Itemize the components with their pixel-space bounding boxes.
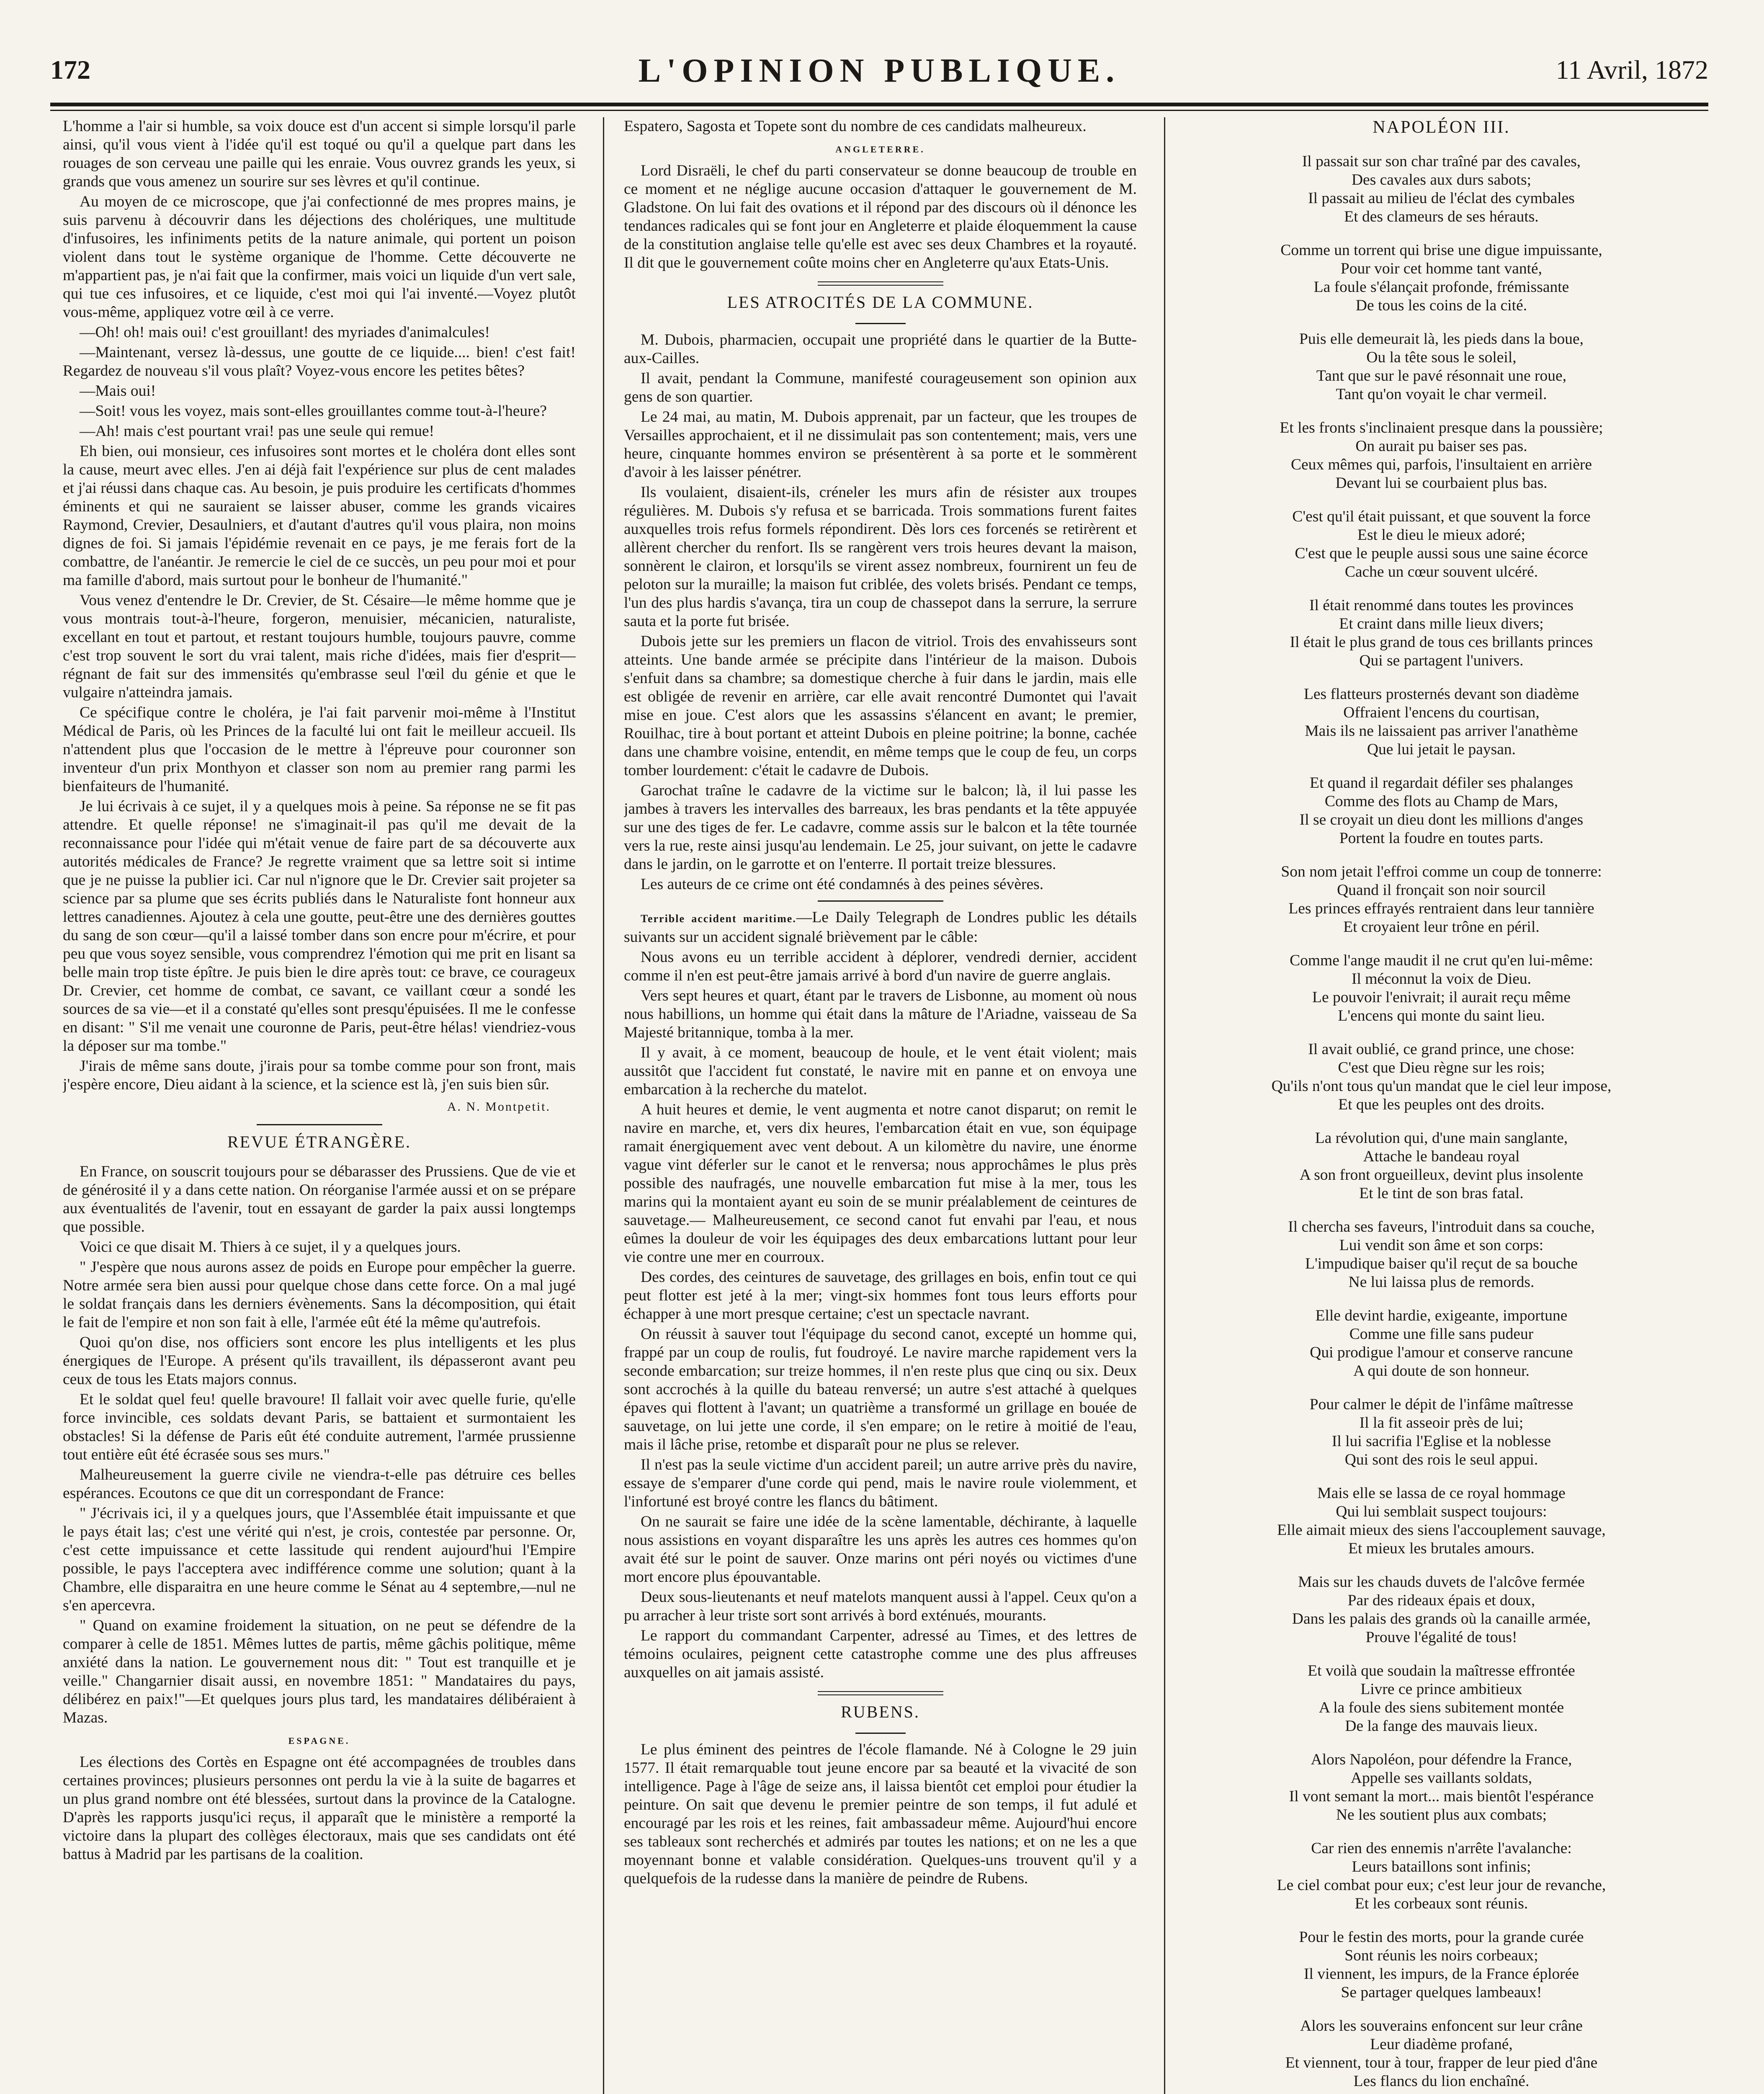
poem-line: Comme des flots au Champ de Mars,	[1324, 793, 1558, 810]
subheading-espagne: ESPAGNE.	[288, 1736, 350, 1746]
masthead-rule-thin	[50, 110, 1708, 111]
section-rule	[818, 1691, 943, 1695]
article-paragraph: On réussit à sauver tout l'équipage du second canot, excepté un homme qui, frappé par un coup de roulis, fut foudroyé. Le navire marche rapidement vers la seconde embarcation; sur treize hommes, il n'en reste plus que cinq ou six. Deux sont accrochés à la quille du bateau renversé; un autre s'est attaché à quelques épaves qui flottent à l'avant; un quatrième a transformé un grillage en bouée de sauvetage, on lui jette une corde, il s'en empare; on le retire à moitié de l'eau, mais il lâche prise, retombe et disparaît pour ne plus se relever.	[624, 1326, 1137, 1453]
poem-line: Offraient l'encens du courtisan,	[1343, 704, 1540, 721]
article-paragraph: On ne saurait se faire une idée de la scène lamentable, déchirante, à laquelle nous assistions en voyant disparaître les uns après les autres ces hommes qu'on avait été sur le point de sauver. Onze marins ont péri noyés ou victimes d'une mort encore plus épouvantable.	[624, 1513, 1137, 1586]
poem-line: Il vont semant la mort... mais bientôt l'espérance	[1289, 1788, 1594, 1805]
poem-stanza	[1185, 2017, 1698, 2091]
section-rule	[855, 323, 906, 324]
poem-line: Les princes effrayés rentraient dans leur tannière	[1288, 900, 1594, 917]
poem-stanza	[1185, 685, 1698, 759]
article-paragraph: Lord Disraëli, le chef du parti conservateur se donne beaucoup de trouble en ce moment et ne néglige aucune occasion d'attaquer le gouvernement de M. Gladstone. On lui fait des ovations et il répond par des discours où il dénonce les tendances radicales qui se font jour en Angleterre et plaide éloquemment la cause de la constitution anglaise telle qu'elle est avec ses deux Chambres et la royauté. Il dit que le gouvernement coûte moins cher en Angleterre qu'aux Etats-Unis.	[624, 162, 1137, 271]
poem-stanza	[1185, 152, 1698, 226]
poem-line: Des cavales aux durs sabots;	[1351, 171, 1532, 188]
poem-line: Il la fit asseoir près de lui;	[1359, 1414, 1524, 1431]
poem-line: Il lui sacrifia l'Eglise et la noblesse	[1331, 1433, 1551, 1450]
poem-line: Les flancs du lion enchaîné.	[1353, 2073, 1530, 2090]
poem-line: Attache le bandeau royal	[1363, 1148, 1520, 1165]
article-paragraph: —Maintenant, versez là-dessus, une goutte de ce liquide.... bien! c'est fait! Regardez de nouveau s'il vous plaît? Voyez-vous encore les petites bêtes?	[63, 344, 576, 379]
poem-stanza	[1185, 330, 1698, 404]
poem-line: Ne les soutient plus aux combats;	[1336, 1806, 1547, 1823]
poem-stanza	[1185, 419, 1698, 493]
article-paragraph: Ce spécifique contre le choléra, je l'ai fait parvenir moi-même à l'Institut Médical de Paris, où les Princes de la faculté lui ont fait le meilleur accueil. Ils n'attendent plus que l'occasion de le mettre à l'épreuve pour couronner son inventeur d'un prix Monthyon et classer son nom au premier rang parmi les bienfaiteurs de l'humanité.	[63, 704, 576, 795]
poem-line: Alors Napoléon, pour défendre la France,	[1311, 1751, 1572, 1768]
poem-line: Quand il fronçait son noir sourcil	[1337, 882, 1546, 899]
poem-line: Il se croyait un dieu dont les millions d'anges	[1299, 811, 1584, 828]
poem-line: De la fange des mauvais lieux.	[1345, 1717, 1538, 1735]
accident-article	[624, 908, 1137, 1682]
article-paragraph: Le plus éminent des peintres de l'école flamande. Né à Cologne le 29 juin 1577. Il était remarquable tout jeune encore par sa beauté et la vivacité de son intelligence. Page à l'âge de seize ans, il laissa bientôt cet emploi pour étudier la peinture. On sait que devenu le premier peintre de son temps, il fut adulé et encouragé par les rois et les reines, fait ambassadeur même. Aujourd'hui encore ses tableaux sont recherchés et admirés par toutes les nations; et on ne les a que moyennant bonne et valable considération. Quelques-uns trouvent qu'il y a quelquefois de la rudesse dans la manière de peindre de Rubens.	[624, 1741, 1137, 1887]
poem-stanza	[1185, 1484, 1698, 1558]
poem-line: Mais sur les chauds duvets de l'alcôve fermée	[1298, 1573, 1585, 1591]
article-paragraph: M. Dubois, pharmacien, occupait une propriété dans le quartier de la Butte-aux-Cailles.	[624, 331, 1137, 367]
article-text: —Le Daily Telegraph de Londres public les détails suivants sur un accident signalé brièvement par le câble:	[624, 909, 1137, 946]
poem-line: Il méconnut la voix de Dieu.	[1351, 970, 1532, 988]
column-3	[1185, 117, 1698, 2094]
poem-line: Et craint dans mille lieux divers;	[1339, 615, 1544, 632]
poem-line: Il chercha ses faveurs, l'introduit dans sa couche,	[1288, 1218, 1595, 1235]
section-heading-revue: REVUE ÉTRANGÈRE.	[227, 1132, 412, 1151]
article-paragraph: —Oh! oh! mais oui! c'est grouillant! des myriades d'animalcules!	[80, 324, 490, 341]
poem-line: Le pouvoir l'enivrait; il aurait reçu même	[1312, 989, 1571, 1006]
article-paragraph: Ils voulaient, disaient-ils, créneler les murs afin de résister aux troupes régulières. M. Dubois s'y refusa et se barricada. Trois sommations furent faites auxquelles trois refus formels répondirent. Dès lors ces forcenés se retirèrent et allèrent chercher du renfort. Ils se rangèrent vers trois heures devant la maison, sonnèrent le clairon, et lorsqu'ils se virent assez nombreux, fournirent un feu de peloton sur la muraille; la maison fut criblée, des volets brisés. Pendant ce temps, l'un des plus hardis s'avança, tira un coup de chassepot dans la serrure, la serrure sauta et la porte fut brisée.	[624, 484, 1137, 630]
article-paragraph: Il y avait, à ce moment, beaucoup de houle, et le vent était violent; mais aussitôt que l'accident fut constaté, le navire mit en panne et on envoya une embarcation à la recherche du matelot.	[624, 1044, 1137, 1098]
poem-line: Ou la tête sous le soleil,	[1366, 349, 1517, 366]
poem-line: L'impudique baiser qu'il reçut de sa bouche	[1305, 1255, 1578, 1272]
article-paragraph: Vous venez d'entendre le Dr. Crevier, de St. Césaire—le même homme que je vous montrais tout-à-l'heure, forgeron, menuisier, mécanicien, naturaliste, excellant en tout et partout, et restant toujours humble, toujours pauvre, comme c'est trop souvent le sort du vrai talent, mais riche d'idées, mais fier d'esprit—régnant de fait sur des immensités qu'embrasse seul l'œil du génie et que le vulgaire n'atteindra jamais.	[63, 592, 576, 701]
poem-stanza	[1185, 1395, 1698, 1469]
column-1	[63, 117, 576, 2094]
poem-body	[1185, 152, 1698, 2091]
article-paragraph: " J'écrivais ici, il y a quelques jours, que l'Assemblée était impuissante et que le pays était las; c'est une vérité qui n'est, je crois, contestée par personne. Or, c'est cette impuissance et cette lassitude qui rendent aujourd'hui l'Empire possible, le pays l'acceptera avec indifférence comme une solution; quant à la Chambre, elle disparaitra en une heure comme le Sénat au 4 septembre,—nul ne s'en apercevra.	[63, 1505, 576, 1614]
poem-line: Alors les souverains enfoncent sur leur crâne	[1300, 2017, 1583, 2035]
poem-stanza	[1185, 863, 1698, 936]
poem-line: Qui se partagent l'univers.	[1359, 652, 1524, 669]
poem-stanza	[1185, 1307, 1698, 1380]
subheading-angleterre: ANGLETERRE.	[835, 144, 925, 155]
poem-line: Elle aimait mieux des siens l'accouplement sauvage,	[1277, 1522, 1606, 1539]
poem-line: Est le dieu le mieux adoré;	[1357, 526, 1525, 544]
poem-line: Et le tint de son bras fatal.	[1359, 1185, 1524, 1202]
poem-line: A la foule des siens subitement montée	[1318, 1699, 1564, 1716]
article-paragraph: —Ah! mais c'est pourtant vrai! pas une seule qui remue!	[80, 423, 435, 440]
poem-line: Qui lui semblait suspect toujours:	[1336, 1503, 1547, 1520]
poem-line: Elle devint hardie, exigeante, importune	[1315, 1307, 1568, 1324]
poem-line: Leur diadème profané,	[1370, 2036, 1513, 2053]
poem-line: Mais elle se lassa de ce royal hommage	[1317, 1485, 1566, 1502]
poem-line: Il avait oublié, ce grand prince, une chose:	[1308, 1041, 1575, 1058]
poem-line: Pour voir cet homme tant vanté,	[1340, 260, 1543, 277]
article-paragraph: Dubois jette sur les premiers un flacon de vitriol. Trois des envahisseurs sont atteints. Une bande armée se précipite dans l'intérieur de la maison. Dubois s'enfuit dans sa chambre; sa domestique cherche à fuir dans le jardin, mais elle est obligée de revenir en arrière, car elle avait rencontré Dumontet qui l'avait mise en joue. C'est alors que les assassins s'élancent en avant; le premier, Rouilhac, tire à bout portant et atteint Dubois en pleine poitrine; la bonne, cachée dans une chambre voisine, entendit, en même temps que le coup de feu, un corps tomber lourdement: c'était le cadavre de Dubois.	[624, 633, 1137, 779]
poem-line: Leurs bataillons sont infinis;	[1352, 1858, 1531, 1875]
poem-stanza	[1185, 1928, 1698, 2002]
poem-stanza	[1185, 952, 1698, 1025]
newspaper-title: L'OPINION PUBLIQUE.	[638, 52, 1120, 89]
poem-line: Il était renommé dans toutes les provinces	[1309, 597, 1574, 614]
poem-line: De tous les coins de la cité.	[1355, 297, 1527, 314]
poem-line: Appelle ses vaillants soldats,	[1350, 1769, 1532, 1787]
section-rule	[818, 281, 943, 286]
crevier-article	[63, 117, 576, 1114]
article-paragraph: Il n'est pas la seule victime d'un accident pareil; un autre arrive près du navire, essaye de s'emparer d'une corde qui pend, mais le navire roule violemment, et l'infortuné est broyé contre les flancs du bâtiment.	[624, 1456, 1137, 1510]
poem-line: Comme un torrent qui brise une digue impuissante,	[1280, 242, 1602, 259]
poem-line: Lui vendit son âme et son corps:	[1339, 1237, 1544, 1254]
poem-line: On aurait pu baiser ses pas.	[1355, 438, 1527, 455]
article-paragraph: —Soit! vous les voyez, mais sont-elles grouillantes comme tout-à-l'heure?	[80, 402, 547, 420]
poem-line: Et quand il regardait défiler ses phalanges	[1310, 774, 1573, 792]
poem-line: Sont réunis les noirs corbeaux;	[1344, 1947, 1538, 1964]
poem-stanza	[1185, 1129, 1698, 1203]
poem-line: A qui doute de son honneur.	[1353, 1362, 1530, 1380]
column-2	[624, 117, 1137, 2094]
article-paragraph: A huit heures et demie, le vent augmenta et notre canot disparut; on remit le navire en marche, et, vers dix heures, l'embarcation était en vue, son équipage ramait énergiquement avec vent debout. A un kilomètre du navire, une énorme vague vint déferler sur le canot et le renversa; nous approchâmes le plus près possible des naufragés, une nouvelle embarcation fut mise à la mer, tous les marins qui la montaient ayant eu soin de se munir préalablement de ceintures de sauvetage.— Malheureusement, ce second canot fut envahi par l'eau, et nous eûmes la douleur de voir les équipages des deux embarcations luttant pour leur vie contre une mer en courroux.	[624, 1101, 1137, 1266]
article-paragraph: " Quand on examine froidement la situation, on ne peut se défendre de la comparer à celle de 1851. Mêmes luttes de partis, même gâchis politique, même anxiété dans la nation. Le gouvernement nous dit: " Tout est tranquille et je veille." Changarnier disait aussi, en novembre 1851: " Mandataires du pays, délibérez en paix!"—Et quelques jours plus tard, les mandataires délibéraient à Mazas.	[63, 1617, 576, 1726]
poem-line: Et croyaient leur trône en péril.	[1343, 918, 1540, 936]
article-paragraph: Malheureusement la guerre civile ne viendra-t-elle pas détruire ces belles espérances. Ecoutons ce que dit un correspondant de France:	[63, 1466, 576, 1502]
article-paragraph: J'irais de même sans doute, j'irais pour sa tombe comme pour son front, mais j'espère encore, Dieu aidant à la science, et la science est là, j'en suis bien sûr.	[63, 1057, 576, 1093]
article-paragraph: Vers sept heures et quart, étant par le travers de Lisbonne, au moment où nous nous habillions, un homme qui était dans la mâture de l'Ariadne, vaisseau de Sa Majesté britannique, tomba à la mer.	[624, 987, 1137, 1041]
masthead	[50, 54, 1708, 101]
poem-line: Cache un cœur souvent ulcéré.	[1344, 563, 1538, 580]
poem-line: Et mieux les brutales amours.	[1348, 1540, 1535, 1557]
article-paragraph: —Mais oui!	[80, 382, 156, 400]
poem-line: C'est que Dieu règne sur les rois;	[1338, 1059, 1545, 1076]
poem-line: Dans les palais des grands où la canaille armée,	[1292, 1610, 1591, 1627]
poem-stanza	[1185, 1662, 1698, 1736]
article-paragraph: Je lui écrivais à ce sujet, il y a quelques mois à peine. Sa réponse ne se fit pas attendre. Et quelle réponse! ne s'imaginait-il pas qu'il me devait de la reconnaissance pour l'idée qui m'était venue de faire part de sa découverte aux autorités médicales de France? Je regrette vraiment que sa lettre soit si intime que je ne puisse la publier ici. Car nul n'ignore que le Dr. Crevier sait projeter sa science par sa plume que ses écrits publiés dans le Naturaliste font honneur aux lettres canadiennes. Ajoutez à cela une goutte, peut-être une des dernières gouttes du sang de son cœur—qu'il a laissé tomber dans son encre pour m'écrire, et pour peu que vous soyez sensible, vous comprendrez l'émotion qui me prit en lisant sa belle main trop tiste épître. Je puis bien le dire après tout: ce brave, ce courageux Dr. Crevier, cet homme de combat, ce savant, ce vaillant cœur a sondé les sources de sa vie—et il a constaté qu'elles sont presqu'épuisées. Il me le confesse en disant: " S'il me venait une couronne de Paris, peut-être hélas! viendriez-vous la déposer sur ma tombe."	[63, 798, 576, 1055]
article-paragraph: " J'espère que nous aurons assez de poids en Europe pour empêcher la guerre. Notre armée sera bien aussi pour quelque chose dans cette force. On a mal jugé le soldat français dans les derniers évènements. Sans la décomposition, qui était le fait de l'empire et non son fait à elle, l'armée eût été la même qu'autrefois.	[63, 1258, 576, 1331]
article-paragraph: Eh bien, oui monsieur, ces infusoires sont mortes et le choléra dont elles sont la cause, meurt avec elles. J'en ai déjà fait l'expérience sur plus de cent malades et j'ai réussi dans chaque cas. Au besoin, je puis produire les certificats d'hommes éminents et qui ne sauraient se laisser abuser, comme les grands vicaires Raymond, Crevier, Desaulniers, et d'autant d'autres qu'il vous plaira, non moins dignes de foi. Si jamais l'épidémie revenait en ce pays, je me ferais fort de la combattre, de l'anéantir. Je remercie le ciel de ce succès, un peu pour moi et pour ma famille d'abord, mais surtout pour le bonheur de l'humanité."	[63, 443, 576, 589]
article-paragraph: Espatero, Sagosta et Topete sont du nombre de ces candidats malheureux.	[624, 118, 1087, 135]
poem-line: Et que les peuples ont des droits.	[1338, 1096, 1545, 1113]
poem-stanza	[1185, 508, 1698, 581]
poem-line: La révolution qui, d'une main sanglante,	[1315, 1130, 1568, 1147]
article-paragraph	[624, 908, 1137, 946]
section-rule	[855, 1733, 906, 1734]
section-rule	[257, 1124, 382, 1125]
article-paragraph: Nous avons eu un terrible accident à déplorer, vendredi dernier, accident comme il n'en est peut-être jamais arrivé à bord d'un navire de guerre anglais.	[624, 949, 1137, 984]
poem-line: Pour le festin des morts, pour la grande curée	[1299, 1929, 1584, 1946]
atrocites-article	[624, 331, 1137, 894]
poem-line: Il était le plus grand de tous ces brillants princes	[1290, 634, 1593, 651]
poem-line: C'est que le peuple aussi sous une saine écorce	[1295, 545, 1588, 562]
poem-line: Ne lui laissa plus de remords.	[1348, 1274, 1535, 1291]
article-paragraph: Voici ce que disait M. Thiers à ce sujet, il y a quelques jours.	[80, 1238, 461, 1256]
author-signature: A. N. Montpetit.	[447, 1100, 551, 1114]
poem-line: Et voilà que soudain la maîtresse effrontée	[1308, 1662, 1575, 1679]
poem-line: Le ciel combat pour eux; c'est leur jour de revanche,	[1277, 1877, 1606, 1894]
poem-stanza	[1185, 774, 1698, 848]
section-heading-atrocites: LES ATROCITÉS DE LA COMMUNE.	[727, 293, 1034, 312]
poem-line: Qui prodigue l'amour et conserve rancune	[1310, 1344, 1573, 1361]
poem-line: Portent la foudre en toutes parts.	[1339, 830, 1544, 847]
poem-line: A son front orgueilleux, devint plus insolente	[1299, 1166, 1584, 1184]
poem-line: Comme l'ange maudit il ne crut qu'en lui-même:	[1290, 952, 1593, 969]
poem-line: Prouve l'égalité de tous!	[1365, 1629, 1517, 1646]
poem-stanza	[1185, 1040, 1698, 1114]
masthead-rule	[50, 103, 1708, 106]
article-paragraph: Quoi qu'on dise, nos officiers sont encore les plus intelligents et les plus énergiques de l'Europe. A présent qu'ils travaillent, ils dépasseront avant peu ceux de tous les Etats majors connus.	[63, 1334, 576, 1388]
poem-line: Il passait au milieu de l'éclat des cymbales	[1308, 190, 1575, 207]
poem-line: Il passait sur son char traîné par des cavales,	[1302, 153, 1581, 170]
poem-line: Pour calmer le dépit de l'infâme maîtresse	[1309, 1396, 1573, 1413]
poem-title: NAPOLÉON III.	[1373, 118, 1510, 137]
poem-line: Et les fronts s'inclinaient presque dans la poussière;	[1280, 419, 1603, 436]
section-heading-rubens: RUBENS.	[841, 1702, 920, 1721]
article-paragraph: Les élections des Cortès en Espagne ont été accompagnées de troubles dans certaines provinces; plusieurs personnes ont perdu la vie à la suite de bagarres et un plus grand nombre ont été blessées, surtout dans la province de la Catalogne. D'après les rapports jusqu'ici reçus, il apparaît que le ministère a remporté la victoire dans la plupart des collèges électoraux, mais que ses candidats ont été battus à Madrid par les partisans de la coalition.	[63, 1754, 576, 1863]
page-number: 172	[50, 55, 90, 85]
poem-line: Devant lui se courbaient plus bas.	[1335, 475, 1548, 492]
article-paragraph: Le rapport du commandant Carpenter, adressé au Times, et des lettres de témoins oculaires, peignent cette catastrophe comme une des plus affreuses auxquelles on ait jamais assisté.	[624, 1627, 1137, 1681]
poem-line: Mais ils ne laissaient pas arriver l'anathème	[1305, 722, 1578, 740]
article-paragraph: Au moyen de ce microscope, que j'ai confectionné de mes propres mains, je suis parvenu à découvrir dans les déjections des cholériques, une multitude d'infusoires, les infiniments petits de la nature animale, qui portent un poison violent dans tout le système organique de l'homme. Cette découverte ne m'appartient pas, je n'ai fait que la confirmer, mais voici un liquide d'un vert sale, qui tue ces infusoires, et ce liquide, c'est moi qui l'ai inventé.—Voyez plutôt vous-même, appliquez votre œil à ce verre.	[63, 193, 576, 321]
poem-line: Comme une fille sans pudeur	[1349, 1326, 1534, 1343]
poem-line: Ceux mêmes qui, parfois, l'insultaient en arrière	[1290, 456, 1592, 473]
poem-line: Puis elle demeurait là, les pieds dans la boue,	[1299, 330, 1584, 348]
poem-stanza	[1185, 1839, 1698, 1913]
poem-line: Tant qu'on voyait le char vermeil.	[1336, 386, 1547, 403]
poem-stanza	[1185, 241, 1698, 315]
article-paragraph: Les auteurs de ce crime ont été condamnés à des peines sévères.	[641, 876, 1044, 893]
poem-line: Se partager quelques lambeaux!	[1341, 1984, 1542, 2001]
poem-line: Car rien des ennemis n'arrête l'avalanche:	[1311, 1840, 1572, 1857]
article-paragraph: Garochat traîne le cadavre de la victime sur le balcon; là, il lui passe les jambes à travers les intervalles des barreaux, les bras pendants et la tête appuyée sur une des tiges de fer. Le cadavre, comme assis sur le balcon et la tête tournée vers la rue, reste ainsi jusqu'au lendemain. Le 25, jour suivant, on jette le cadavre dans le jardin, on le garrotte et on l'enterre. Il portait treize blessures.	[624, 782, 1137, 873]
poem-stanza	[1185, 596, 1698, 670]
poem-stanza	[1185, 1218, 1698, 1292]
poem-line: Qui sont des rois le seul appui.	[1344, 1451, 1538, 1468]
poem-line: Qu'ils n'ont tous qu'un mandat que le ciel leur impose,	[1271, 1078, 1612, 1095]
article-paragraph: Il avait, pendant la Commune, manifesté courageusement son opinion aux gens de son quartier.	[624, 370, 1137, 405]
section-rule	[818, 900, 943, 902]
poem-line: Et les corbeaux sont réunis.	[1355, 1895, 1528, 1912]
poem-line: Tant que sur le pavé résonnait une roue,	[1316, 367, 1567, 384]
column-divider	[603, 117, 604, 2094]
article-paragraph: Le 24 mai, au matin, M. Dubois apprenait, par un facteur, que les troupes de Versailles approchaient, et il ne dissimulait pas son contentement; mais, vers une heure, cinquante hommes environ se présentèrent à sa porte et le sommèrent d'avoir à les laisser pénétrer.	[624, 408, 1137, 481]
poem-stanza	[1185, 1573, 1698, 1647]
poem-line: Que lui jetait le paysan.	[1367, 741, 1516, 758]
poem-line: Et viennent, tour à tour, frapper de leur pied d'âne	[1285, 2054, 1598, 2071]
article-paragraph: Des cordes, des ceintures de sauvetage, des grillages en bois, enfin tout ce qui peut flotter est jeté à la mer; vingt-six hommes font tous leurs efforts pour échapper à une mort presque certaine; c'est un spectacle navrant.	[624, 1269, 1137, 1323]
poem-line: La foule s'élançait profonde, frémissante	[1313, 279, 1569, 296]
issue-date: 11 Avril, 1872	[1555, 55, 1708, 85]
poem-line: Il viennent, les impurs, de la France éplorée	[1303, 1965, 1579, 1983]
poem-stanza	[1185, 1751, 1698, 1824]
runin-heading-accident: Terrible accident maritime.	[641, 913, 796, 925]
poem-line: C'est qu'il était puissant, et que souvent la force	[1292, 508, 1591, 525]
column-divider	[1164, 117, 1165, 2094]
poem-line: Son nom jetait l'effroi comme un coup de tonnerre:	[1281, 863, 1602, 880]
article-paragraph: En France, on souscrit toujours pour se débarasser des Prussiens. Que de vie et de générosité il y a dans cette nation. On réorganise l'armée aussi et on se prépare aux éventualités de l'avenir, tout en essayant de garder la paix aussi longtemps que possible.	[63, 1163, 576, 1235]
poem-line: Livre ce prince ambitieux	[1360, 1681, 1522, 1698]
article-paragraph: Et le soldat quel feu! quelle bravoure! Il fallait voir avec quelle furie, qu'elle force invincible, ces soldats devant Paris, se battaient et surmontaient les obstacles! Si la défense de Paris eût été conduite autrement, l'armée prussienne tout entière eût été écrasée sous ses murs."	[63, 1391, 576, 1463]
poem-line: Les flatteurs prosternés devant son diadème	[1303, 686, 1579, 703]
article-paragraph: Deux sous-lieutenants et neuf matelots manquent aussi à l'appel. Ceux qu'on a pu arracher à leur triste sort sont arrivés à bord exténués, mourants.	[624, 1589, 1137, 1624]
article-paragraph: L'homme a l'air si humble, sa voix douce est d'un accent si simple lorsqu'il parle ainsi, qu'il vous vient à l'idée qu'il est toqué ou qu'il a quelque part dans les rouages de son cerveau une paille qui les enraie. Vous ouvrez grands les yeux, si grands que vous amenez un sourire sur ses lèvres et qu'il continue.	[63, 118, 576, 190]
poem-line: Par des rideaux épais et doux,	[1347, 1592, 1535, 1609]
revue-etrangere-article	[63, 1163, 576, 1727]
poem-line: Et des clameurs de ses hérauts.	[1344, 208, 1539, 225]
poem-line: L'encens qui monte du saint lieu.	[1338, 1007, 1545, 1024]
